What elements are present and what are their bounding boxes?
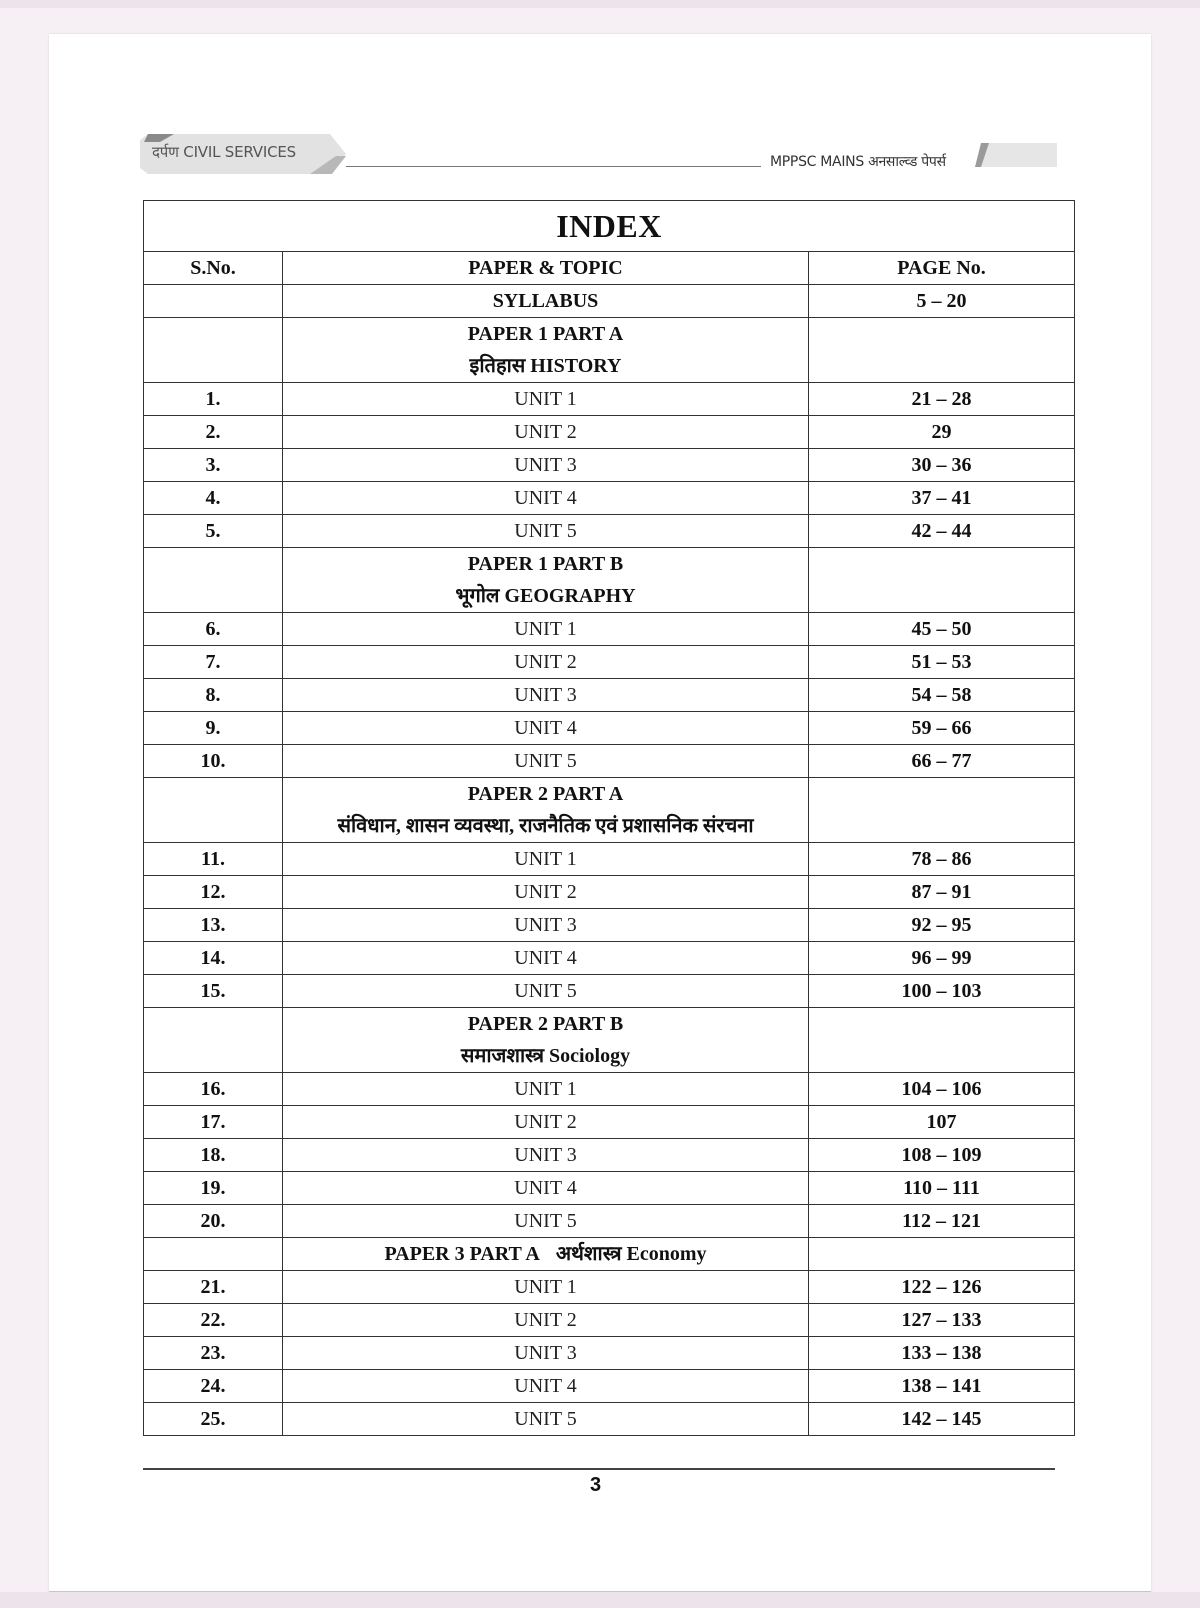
row-topic: UNIT 2 <box>283 1106 809 1139</box>
section-sno-blank <box>144 1238 283 1271</box>
table-row <box>144 482 1075 515</box>
header-rule <box>346 166 761 167</box>
section-title-cell <box>283 1008 809 1073</box>
row-topic: UNIT 3 <box>283 1139 809 1172</box>
row-sno: 4. <box>144 482 283 515</box>
section-page-blank <box>809 1008 1075 1073</box>
section-sno-blank <box>144 778 283 843</box>
table-row <box>144 646 1075 679</box>
section-paper-title: PAPER 1 PART B <box>467 553 624 575</box>
row-pages: 100 – 103 <box>809 975 1075 1008</box>
table-row <box>144 1106 1075 1139</box>
row-topic: UNIT 1 <box>283 1271 809 1304</box>
section-header-row <box>144 548 1075 613</box>
column-header-sno: S.No. <box>144 252 283 285</box>
syllabus-pages: 5 – 20 <box>809 285 1075 318</box>
row-topic: UNIT 1 <box>283 383 809 416</box>
row-topic: UNIT 3 <box>283 1337 809 1370</box>
table-row <box>144 942 1075 975</box>
row-pages: 87 – 91 <box>809 876 1075 909</box>
row-pages: 104 – 106 <box>809 1073 1075 1106</box>
row-pages: 42 – 44 <box>809 515 1075 548</box>
table-row <box>144 1073 1075 1106</box>
table-row <box>144 1205 1075 1238</box>
row-topic: UNIT 5 <box>283 1403 809 1436</box>
row-sno: 1. <box>144 383 283 416</box>
table-row <box>144 1172 1075 1205</box>
row-pages: 138 – 141 <box>809 1370 1075 1403</box>
header-book-title: MPPSC MAINS अनसाल्व्ड पेपर्स <box>770 154 946 170</box>
row-topic: UNIT 3 <box>283 679 809 712</box>
row-sno: 22. <box>144 1304 283 1337</box>
viewer-bottom-band <box>0 1592 1200 1608</box>
section-title-cell <box>283 1238 809 1271</box>
row-pages: 37 – 41 <box>809 482 1075 515</box>
section-subject-title: संविधान, शासन व्यवस्था, राजनैतिक एवं प्रशासनिक संरचना <box>337 815 754 837</box>
row-sno: 15. <box>144 975 283 1008</box>
table-row <box>144 1370 1075 1403</box>
column-header-topic: PAPER & TOPIC <box>283 252 809 285</box>
header-brand-text: दर्पण CIVIL SERVICES <box>152 143 296 161</box>
row-sno: 20. <box>144 1205 283 1238</box>
row-pages: 107 <box>809 1106 1075 1139</box>
page-number: 3 <box>590 1474 602 1496</box>
section-subject-title: अर्थशास्त्र Economy <box>555 1243 707 1265</box>
row-pages: 66 – 77 <box>809 745 1075 778</box>
row-sno: 24. <box>144 1370 283 1403</box>
row-sno: 25. <box>144 1403 283 1436</box>
table-row <box>144 843 1075 876</box>
row-sno: 14. <box>144 942 283 975</box>
index-title-row <box>144 201 1075 252</box>
row-sno: 5. <box>144 515 283 548</box>
table-row <box>144 449 1075 482</box>
section-title-cell <box>283 318 809 383</box>
row-sno: 18. <box>144 1139 283 1172</box>
table-row <box>144 1271 1075 1304</box>
row-topic: UNIT 5 <box>283 975 809 1008</box>
section-page-blank <box>809 548 1075 613</box>
row-topic: UNIT 2 <box>283 1304 809 1337</box>
row-pages: 108 – 109 <box>809 1139 1075 1172</box>
row-pages: 78 – 86 <box>809 843 1075 876</box>
row-topic: UNIT 1 <box>283 843 809 876</box>
header-right-tab <box>975 143 1057 169</box>
row-topic: UNIT 4 <box>283 1172 809 1205</box>
row-pages: 30 – 36 <box>809 449 1075 482</box>
row-sno: 11. <box>144 843 283 876</box>
table-row <box>144 1139 1075 1172</box>
row-sno: 13. <box>144 909 283 942</box>
index-title: INDEX <box>144 201 1075 252</box>
row-topic: UNIT 5 <box>283 1205 809 1238</box>
section-paper-title: PAPER 2 PART B <box>467 1013 624 1035</box>
row-topic: UNIT 4 <box>283 482 809 515</box>
right-tab-shape-icon <box>975 143 1057 169</box>
row-pages: 51 – 53 <box>809 646 1075 679</box>
section-sno-blank <box>144 318 283 383</box>
index-table <box>143 200 1075 1436</box>
row-topic: UNIT 2 <box>283 876 809 909</box>
section-sno-blank <box>144 1008 283 1073</box>
row-topic: UNIT 4 <box>283 1370 809 1403</box>
syllabus-row <box>144 285 1075 318</box>
table-row <box>144 613 1075 646</box>
row-pages: 92 – 95 <box>809 909 1075 942</box>
row-topic: UNIT 1 <box>283 1073 809 1106</box>
column-header-page: PAGE No. <box>809 252 1075 285</box>
syllabus-sno <box>144 285 283 318</box>
section-title-cell <box>283 548 809 613</box>
row-pages: 21 – 28 <box>809 383 1075 416</box>
row-sno: 21. <box>144 1271 283 1304</box>
table-row <box>144 1403 1075 1436</box>
row-sno: 12. <box>144 876 283 909</box>
row-topic: UNIT 1 <box>283 613 809 646</box>
section-header-row <box>144 778 1075 843</box>
section-paper-title: PAPER 2 PART A <box>467 783 624 805</box>
section-page-blank <box>809 1238 1075 1271</box>
row-pages: 110 – 111 <box>809 1172 1075 1205</box>
header-brand-tab <box>140 134 346 172</box>
row-sno: 7. <box>144 646 283 679</box>
row-sno: 8. <box>144 679 283 712</box>
section-subject-title: इतिहास HISTORY <box>469 355 622 377</box>
row-topic: UNIT 4 <box>283 942 809 975</box>
footer-rule <box>143 1468 1055 1470</box>
syllabus-topic: SYLLABUS <box>283 285 809 318</box>
section-paper-title: PAPER 3 PART A <box>384 1243 540 1265</box>
row-sno: 19. <box>144 1172 283 1205</box>
section-subject-title: भूगोल GEOGRAPHY <box>455 585 636 607</box>
row-pages: 127 – 133 <box>809 1304 1075 1337</box>
section-page-blank <box>809 778 1075 843</box>
section-page-blank <box>809 318 1075 383</box>
row-topic: UNIT 5 <box>283 515 809 548</box>
section-paper-title: PAPER 1 PART A <box>467 323 624 345</box>
row-sno: 17. <box>144 1106 283 1139</box>
table-row <box>144 909 1075 942</box>
row-pages: 45 – 50 <box>809 613 1075 646</box>
row-pages: 96 – 99 <box>809 942 1075 975</box>
table-row <box>144 1304 1075 1337</box>
row-topic: UNIT 3 <box>283 449 809 482</box>
table-row <box>144 876 1075 909</box>
table-row <box>144 679 1075 712</box>
table-row <box>144 416 1075 449</box>
viewer-top-band <box>0 0 1200 8</box>
section-header-row <box>144 318 1075 383</box>
row-pages: 112 – 121 <box>809 1205 1075 1238</box>
row-sno: 6. <box>144 613 283 646</box>
row-pages: 133 – 138 <box>809 1337 1075 1370</box>
row-pages: 59 – 66 <box>809 712 1075 745</box>
row-pages: 29 <box>809 416 1075 449</box>
section-sno-blank <box>144 548 283 613</box>
table-row <box>144 745 1075 778</box>
row-sno: 9. <box>144 712 283 745</box>
section-header-row <box>144 1238 1075 1271</box>
row-sno: 3. <box>144 449 283 482</box>
row-pages: 54 – 58 <box>809 679 1075 712</box>
row-topic: UNIT 3 <box>283 909 809 942</box>
row-topic: UNIT 4 <box>283 712 809 745</box>
table-row <box>144 712 1075 745</box>
table-row <box>144 975 1075 1008</box>
section-subject-title: समाजशास्त्र Sociology <box>460 1045 631 1067</box>
row-sno: 23. <box>144 1337 283 1370</box>
table-row <box>144 1337 1075 1370</box>
row-sno: 2. <box>144 416 283 449</box>
section-header-row <box>144 1008 1075 1073</box>
table-row <box>144 515 1075 548</box>
table-row <box>144 383 1075 416</box>
row-topic: UNIT 2 <box>283 416 809 449</box>
row-topic: UNIT 2 <box>283 646 809 679</box>
row-sno: 10. <box>144 745 283 778</box>
section-title-cell <box>283 778 809 843</box>
row-pages: 142 – 145 <box>809 1403 1075 1436</box>
row-pages: 122 – 126 <box>809 1271 1075 1304</box>
column-header-row <box>144 252 1075 285</box>
row-sno: 16. <box>144 1073 283 1106</box>
row-topic: UNIT 5 <box>283 745 809 778</box>
